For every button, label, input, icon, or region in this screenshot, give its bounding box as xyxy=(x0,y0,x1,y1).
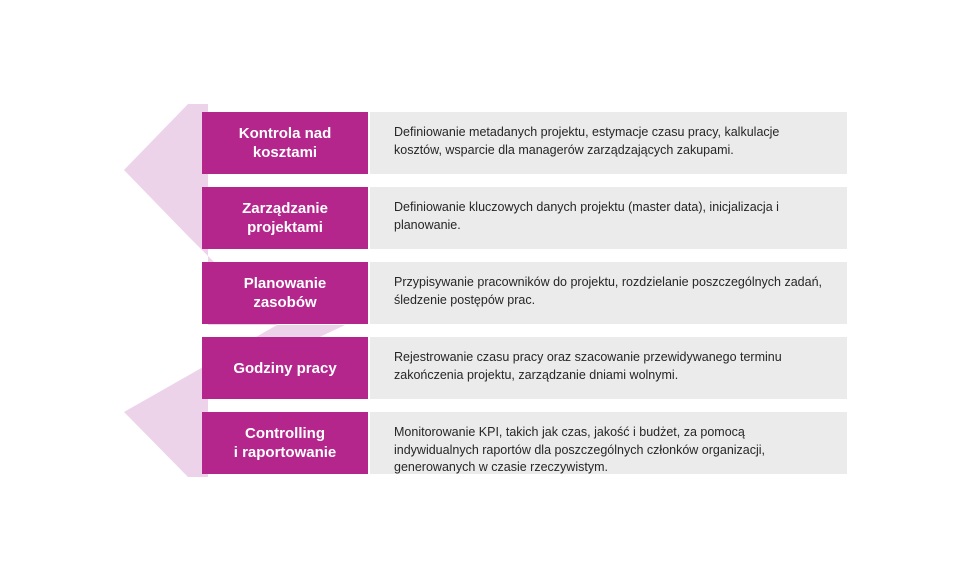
feature-description: Przypisywanie pracowników do projektu, rozdzielanie poszczególnych zadań, śledzenie postępów prac. xyxy=(370,262,847,324)
feature-row-controlling-reporting xyxy=(202,412,847,474)
feature-row-working-hours xyxy=(202,337,847,399)
feature-row-resource-planning xyxy=(202,262,847,324)
feature-description: Monitorowanie KPI, takich jak czas, jakość i budżet, za pomocą indywidualnych raportów dla poszczególnych członków organizacji, generowanych w czasie rzeczywistym. xyxy=(370,412,847,474)
feature-label: Godziny pracy xyxy=(202,337,368,399)
feature-description: Definiowanie kluczowych danych projektu (master data), inicjalizacja i planowanie. xyxy=(370,187,847,249)
feature-label: Kontrola nad kosztami xyxy=(202,112,368,174)
feature-row-cost-control xyxy=(202,112,847,174)
feature-description: Rejestrowanie czasu pracy oraz szacowanie przewidywanego terminu zakończenia projektu, zarządzanie dniami wolnymi. xyxy=(370,337,847,399)
feature-row-project-management xyxy=(202,187,847,249)
feature-description: Definiowanie metadanych projektu, estymacje czasu pracy, kalkulacje kosztów, wsparcie dla managerów zarządzających zakupami. xyxy=(370,112,847,174)
feature-list xyxy=(202,112,847,474)
feature-label: Planowanie zasobów xyxy=(202,262,368,324)
feature-label: Controlling i raportowanie xyxy=(202,412,368,474)
feature-label: Zarządzanie projektami xyxy=(202,187,368,249)
